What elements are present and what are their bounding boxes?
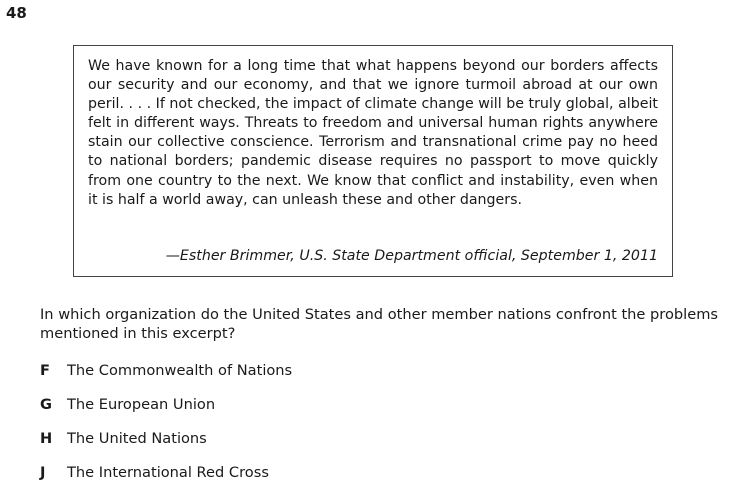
answer-text: The European Union (67, 396, 216, 413)
answer-option-f[interactable] (40, 362, 292, 396)
quote-attribution: —Esther Brimmer, U.S. State Department official, September 1, 2011 (165, 248, 658, 264)
answer-letter: F (40, 362, 50, 379)
answer-list (40, 362, 292, 498)
quote-box (73, 45, 673, 277)
quote-text: We have known for a long time that what happens beyond our borders affects our security and our economy, and that we ignore turmoil abroad at our own peril. . . . If not checked, the impact of climate change will be truly global, albeit felt in different ways. Threats to freedom and universal human rights anywhere stain our collective conscience. Terrorism and transnational crime pay no heed to national borders; pandemic disease requires no passport to move quickly from one country to the next. We know that conflict and instability, even when it is half a world away, can unleash these and other dangers. (88, 58, 658, 208)
answer-option-h[interactable] (40, 430, 292, 464)
answer-text: The International Red Cross (67, 464, 269, 481)
answer-letter: G (40, 396, 52, 413)
answer-text: The Commonwealth of Nations (67, 362, 293, 379)
answer-option-g[interactable] (40, 396, 292, 430)
question-text: In which organization do the United States and other member nations confront the problems mentioned in this excerpt? (40, 306, 719, 342)
answer-text: The United Nations (67, 430, 207, 447)
answer-letter: H (40, 430, 53, 447)
question-number: 48 (6, 4, 27, 22)
answer-option-j[interactable] (40, 464, 292, 498)
answer-letter: J (40, 464, 46, 481)
